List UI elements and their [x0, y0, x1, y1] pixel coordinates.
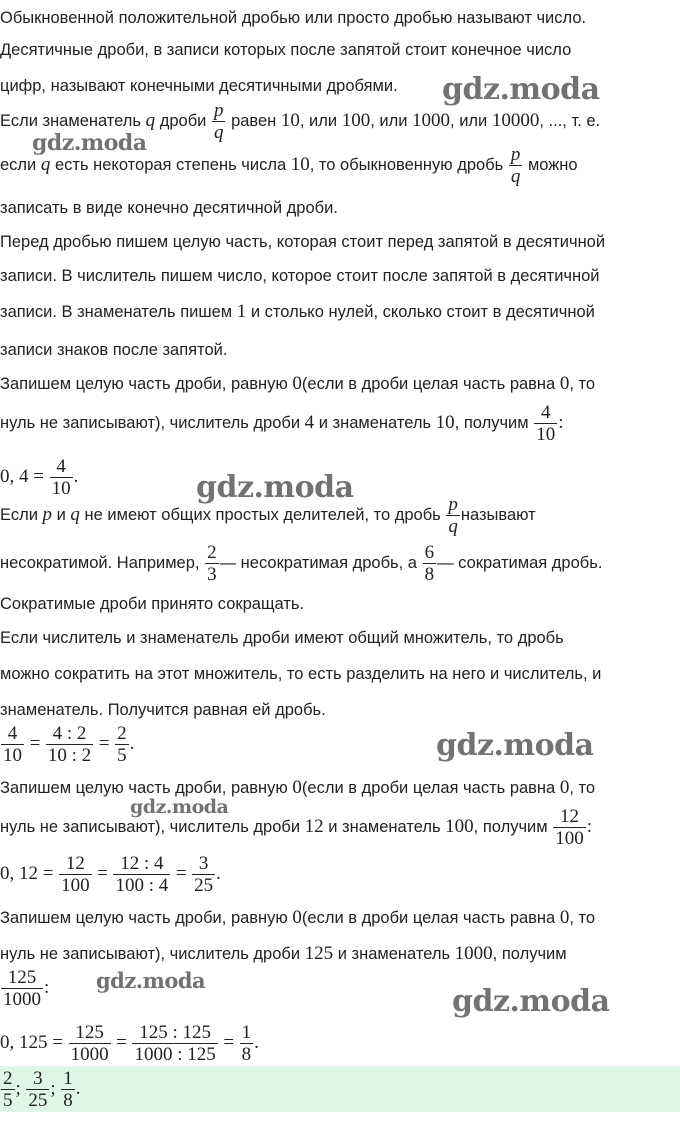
equation-lhs: 0, 125 = — [0, 1032, 63, 1053]
math-punct: . — [73, 466, 79, 487]
math-num: 1 — [236, 301, 247, 322]
text-fragment: , то — [569, 909, 596, 927]
denominator: 10 — [536, 424, 556, 446]
paragraph-text: Перед дробью пишем целую часть, которая стоит перед запятой в десятичной — [0, 233, 606, 251]
equals-sign: = — [175, 863, 187, 884]
denominator: 8 — [63, 1090, 73, 1112]
text-line — [0, 944, 680, 964]
fraction — [113, 853, 170, 896]
text-line — [0, 778, 680, 798]
math-num: 125 — [304, 943, 334, 964]
fraction — [50, 456, 73, 499]
numerator: 12 — [559, 806, 579, 828]
paragraph-text: записи. В числитель пишем число, которое стоит после запятой в десятичной — [0, 267, 600, 285]
numerator: 125 — [7, 967, 37, 989]
paragraph-text: знаменатель. Получится равная ей дробь. — [0, 701, 326, 719]
denominator: 10 — [51, 478, 71, 500]
math-var: p — [42, 504, 53, 525]
math-var: q — [70, 504, 80, 525]
text-fragment: Запишем целую часть дроби, равную — [0, 779, 288, 797]
text-line — [0, 302, 680, 322]
math-num: 10 — [290, 154, 310, 175]
text-fragment: , ..., т. е. — [539, 112, 601, 130]
math-num: 0 — [292, 777, 302, 798]
math-num: 1000 — [454, 943, 493, 964]
equation-line — [0, 852, 680, 897]
math-num: 1000 — [412, 110, 451, 131]
fraction — [446, 494, 460, 537]
equals-sign: = — [97, 863, 108, 884]
paragraph-text: записать в виде конечно десятичной дроби. — [0, 199, 338, 217]
watermark: gdz.moda — [196, 470, 354, 505]
math-num: 0 — [559, 777, 570, 798]
numerator: 125 — [75, 1022, 104, 1044]
denominator: q — [448, 516, 458, 538]
text-line — [0, 628, 680, 648]
fraction — [205, 542, 219, 585]
math-punct: : — [558, 412, 564, 433]
math-num: 4 — [304, 412, 315, 433]
math-num: 12 — [304, 816, 324, 837]
equation-lhs: 0, 4 = — [0, 466, 44, 487]
math-num: 100 — [341, 110, 371, 131]
fraction — [1, 1068, 15, 1111]
equals-sign: = — [223, 1032, 235, 1053]
math-var: q — [40, 154, 51, 175]
numerator: 6 — [424, 542, 435, 564]
text-fragment: и знаменатель — [337, 945, 451, 963]
math-num: 100 — [445, 816, 474, 837]
math-punct: : — [586, 816, 592, 837]
fraction — [423, 542, 437, 585]
text-fragment: нуль не записывают), числитель дроби — [0, 414, 301, 432]
fraction — [553, 806, 586, 849]
text-fragment: , получим — [473, 818, 548, 836]
denominator: 100 — [61, 875, 90, 897]
text-fragment: , получим — [492, 945, 567, 963]
numerator: 3 — [33, 1068, 43, 1090]
math-punct: . — [254, 1032, 259, 1053]
denominator: 10 — [3, 745, 22, 767]
answer-line — [0, 1066, 680, 1112]
paragraph-text: цифр, называют конечными десятичными дробями. — [0, 77, 398, 95]
text-fragment: Если — [0, 506, 38, 524]
denominator: 1000 — [70, 1044, 109, 1066]
math-num: 0 — [292, 907, 302, 928]
fraction — [509, 144, 523, 187]
text-line — [0, 232, 680, 252]
fraction — [1, 967, 43, 1010]
equals-sign: = — [98, 733, 110, 754]
fraction — [212, 100, 226, 143]
equation-line — [0, 1018, 680, 1066]
watermark: gdz.moda — [96, 968, 206, 993]
math-punct: . — [75, 1078, 81, 1099]
math-var: q — [145, 110, 156, 131]
math-num: 10 — [280, 110, 300, 131]
numerator: p — [510, 144, 521, 166]
watermark: gdz.moda — [32, 130, 147, 156]
text-line — [0, 804, 680, 850]
math-punct: . — [216, 863, 221, 884]
denominator: 1000 — [3, 989, 41, 1011]
text-line — [0, 908, 680, 928]
numerator: 125 : 125 — [139, 1022, 211, 1044]
text-fragment: Если знаменатель — [0, 112, 142, 130]
denominator: 5 — [117, 745, 127, 767]
numerator: 12 — [65, 853, 85, 875]
text-line — [0, 340, 680, 360]
paragraph-text: Сократимые дроби принято сокращать. — [0, 595, 305, 613]
denominator: 100 — [555, 828, 584, 850]
fraction — [26, 1068, 49, 1111]
equals-sign: = — [116, 1032, 127, 1053]
math-punct: ; — [50, 1078, 56, 1099]
equals-sign: = — [29, 733, 41, 754]
fraction — [59, 853, 92, 896]
equation-lhs: 0, 12 = — [0, 863, 54, 884]
text-fragment: и столько нулей, сколько стоит в десятичной — [250, 303, 595, 321]
text-fragment: можно — [527, 156, 578, 174]
paragraph-text: Обыкновенной положительной дробью или просто дробью называют число. — [0, 9, 587, 27]
text-fragment: — несократимая дробь, а — [219, 554, 417, 572]
numerator: 1 — [63, 1068, 73, 1090]
denominator: 3 — [207, 564, 217, 586]
paragraph-text: Десятичные дроби, в записи которых после запятой стоит конечное число — [0, 41, 572, 59]
fraction — [132, 1022, 217, 1065]
fraction — [192, 853, 215, 896]
fraction — [115, 723, 129, 766]
text-line — [0, 594, 680, 614]
fraction — [534, 402, 557, 445]
text-fragment: нуль не записывают), числитель дроби — [0, 818, 301, 836]
text-line — [0, 266, 680, 286]
math-punct: . — [129, 733, 135, 754]
text-fragment: и — [56, 506, 66, 524]
numerator: 4 — [540, 402, 551, 424]
paragraph-text: записи знаков после запятой. — [0, 341, 228, 359]
numerator: 4 — [7, 723, 18, 745]
text-fragment: если — [0, 156, 37, 174]
numerator: p — [213, 100, 224, 122]
numerator: 2 — [117, 723, 127, 745]
denominator: 25 — [194, 875, 214, 897]
text-fragment: есть некоторая степень числа — [54, 156, 287, 174]
text-fragment: (если в дроби целая часть равна — [301, 909, 556, 927]
text-fragment: — сократимая дробь. — [437, 554, 603, 572]
numerator: 4 — [56, 456, 66, 478]
fraction — [61, 1068, 75, 1111]
fraction — [69, 1022, 111, 1065]
watermark: gdz.moda — [436, 728, 594, 763]
text-fragment: (если в дроби целая часть равна — [301, 375, 556, 393]
denominator: 5 — [3, 1090, 13, 1112]
numerator: 1 — [241, 1022, 252, 1044]
text-fragment: дроби — [159, 112, 207, 130]
denominator: q — [510, 166, 521, 188]
math-num: 10000 — [491, 110, 540, 131]
text-line — [0, 542, 680, 585]
numerator: 2 — [3, 1068, 13, 1090]
text-fragment: не имеют общих простых делителей, то дробь — [84, 506, 441, 524]
fraction — [46, 723, 93, 766]
math-num: 0 — [292, 373, 302, 394]
text-fragment: , то обыкновенную дробь — [309, 156, 504, 174]
watermark: gdz.moda — [130, 796, 229, 818]
math-num: 10 — [435, 412, 455, 433]
denominator: 8 — [424, 564, 435, 586]
text-line — [0, 374, 680, 394]
denominator: 25 — [28, 1090, 48, 1112]
paragraph-text: можно сократить на этот множитель, то есть разделить на него и числитель, и — [0, 665, 602, 683]
text-fragment: (если в дроби целая часть равна — [301, 779, 556, 797]
text-line — [0, 198, 680, 218]
denominator: 100 : 4 — [115, 875, 169, 897]
text-fragment: , или — [370, 112, 408, 130]
numerator: 12 : 4 — [120, 853, 164, 875]
text-line — [0, 40, 680, 60]
math-punct: ; — [15, 1078, 21, 1099]
text-fragment: равен — [231, 112, 277, 130]
text-fragment: Запишем целую часть дроби, равную — [0, 375, 288, 393]
denominator: 8 — [241, 1044, 252, 1066]
text-fragment: называют — [460, 506, 536, 524]
text-fragment: , то — [569, 375, 596, 393]
text-line — [0, 400, 680, 446]
text-fragment: , или — [299, 112, 338, 130]
denominator: 10 : 2 — [47, 745, 92, 767]
fraction — [1, 723, 24, 766]
text-fragment: записи. В знаменатель пишем — [0, 303, 233, 321]
text-line — [0, 700, 680, 720]
text-line — [0, 8, 680, 28]
math-num: 0 — [559, 373, 570, 394]
watermark: gdz.moda — [442, 72, 600, 107]
numerator: 4 : 2 — [52, 723, 87, 745]
text-fragment: нуль не записывают), числитель дроби — [0, 945, 301, 963]
text-fragment: несократимой. Например, — [0, 554, 200, 572]
text-fragment: , или — [450, 112, 488, 130]
fraction — [240, 1022, 254, 1065]
watermark: gdz.moda — [452, 984, 610, 1019]
math-punct: : — [44, 977, 50, 998]
text-fragment: , то — [569, 779, 596, 797]
text-fragment: Запишем целую часть дроби, равную — [0, 909, 288, 927]
text-fragment: и знаменатель — [318, 414, 432, 432]
numerator: 2 — [207, 542, 217, 564]
text-fragment: , получим — [454, 414, 529, 432]
text-line — [0, 664, 680, 684]
numerator: 3 — [198, 853, 209, 875]
math-num: 0 — [559, 907, 570, 928]
denominator: q — [213, 122, 224, 144]
denominator: 1000 : 125 — [134, 1044, 216, 1066]
text-fragment: и знаменатель — [328, 818, 441, 836]
paragraph-text: Если числитель и знаменатель дроби имеют общий множитель, то дробь — [0, 629, 564, 647]
numerator: p — [448, 494, 458, 516]
